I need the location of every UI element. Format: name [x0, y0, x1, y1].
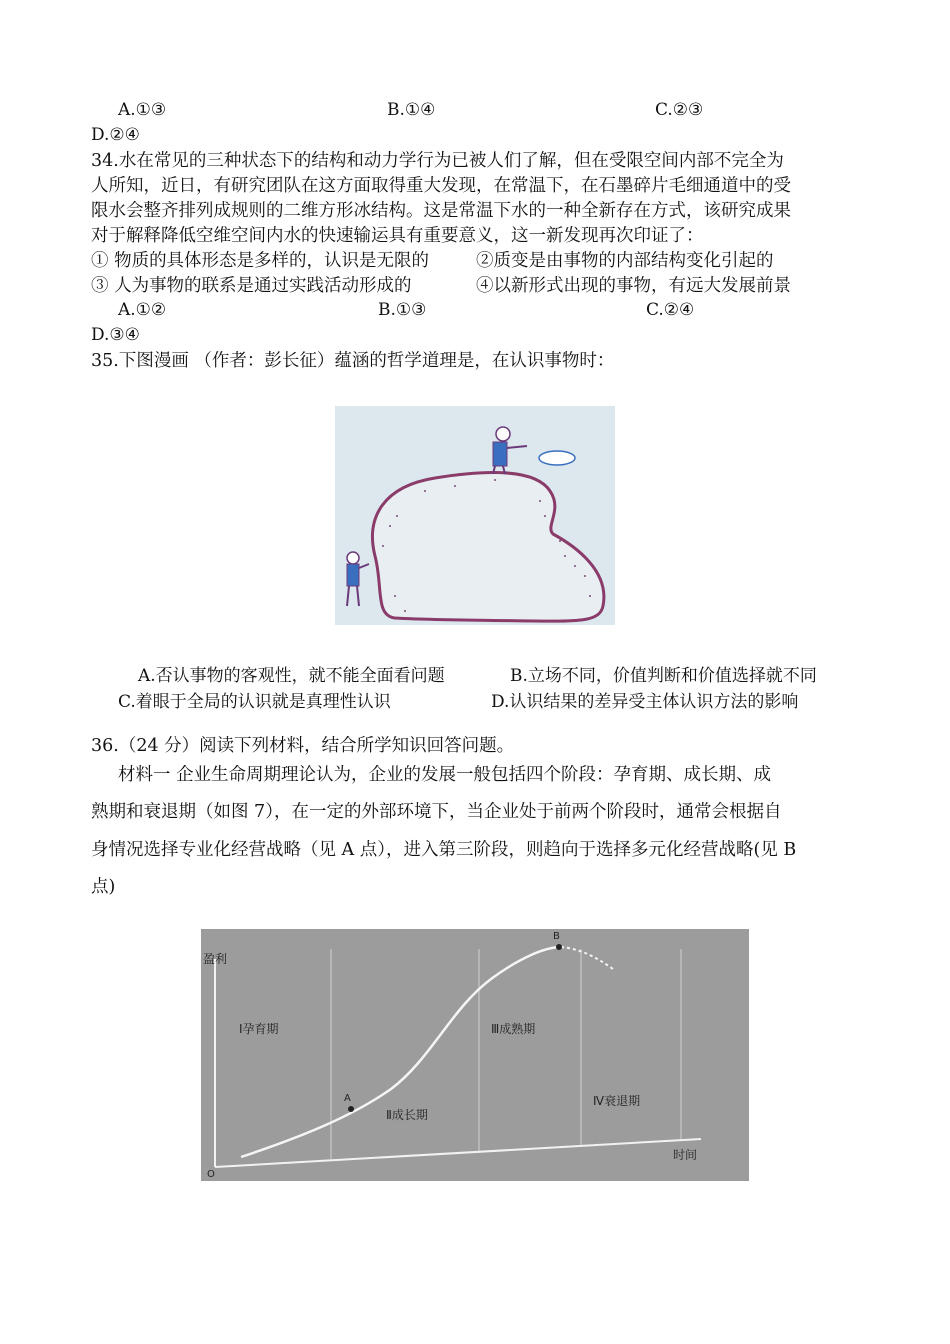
- q34-statement-1: ① 物质的具体形态是多样的，认识是无限的: [91, 251, 430, 271]
- x-axis-label: 时间: [673, 1148, 698, 1162]
- q33-option-b: B.①④: [387, 100, 436, 120]
- q36-material-line-4: 点): [91, 877, 116, 897]
- q34-option-b: B.①③: [378, 300, 427, 320]
- q35-option-a: A.否认事物的客观性，就不能全面看问题: [138, 666, 445, 686]
- q34-stem-line-2: 人所知，近日，有研究团队在这方面取得重大发现，在常温下，在石墨碎片毛细通道中的受: [91, 176, 791, 196]
- y-axis-label: 盈利: [203, 952, 228, 966]
- q33-option-d: D.②④: [91, 125, 140, 145]
- q36-material-line-3: 身情况选择专业化经营战略（见 A 点），进入第三阶段，则趋向于选择多元化经营战略(见 B: [91, 840, 797, 860]
- q36-material-line-2: 熟期和衰退期（如图 7），在一定的外部环境下，当企业处于前两个阶段时，通常会根据自: [91, 802, 782, 822]
- origin-label: O: [207, 1169, 215, 1180]
- q35-option-b: B.立场不同，价值判断和价值选择就不同: [510, 666, 817, 686]
- q34-stem-line-3: 限水会整齐排列成规则的二维方形冰结构。这是常温下水的一种全新存在方式，该研究成果: [91, 201, 791, 221]
- q34-option-a: A.①②: [118, 300, 167, 320]
- q34-stem-line-4: 对于解释降低空维空间内水的快速输运具有重要意义，这一新发现再次印证了：: [91, 226, 704, 246]
- q34-statement-3: ③ 人为事物的联系是通过实践活动形成的: [91, 276, 412, 296]
- q35-stem: 35.下图漫画 （作者：彭长征）蕴涵的哲学道理是，在认识事物时：: [91, 351, 615, 371]
- point-b: [556, 944, 562, 950]
- stage-label-2: Ⅱ成长期: [386, 1108, 428, 1122]
- q34-statement-4: ④以新形式出现的事物，有远大发展前景: [476, 276, 791, 296]
- q35-option-d: D.认识结果的差异受主体认识方法的影响: [491, 692, 799, 712]
- q33-option-c: C.②③: [655, 100, 704, 120]
- q34-stem-line-1: 34.水在常见的三种状态下的结构和动力学行为已被人们了解，但在受限空间内部不完全为: [91, 151, 784, 171]
- stage-label-3: Ⅲ成熟期: [491, 1022, 536, 1036]
- q36-header: 36.（24 分）阅读下列材料，结合所学知识回答问题。: [91, 736, 515, 756]
- q34-option-d: D.③④: [91, 325, 140, 345]
- enterprise-lifecycle-chart: [201, 929, 749, 1181]
- point-a: [348, 1106, 354, 1112]
- q34-statement-2: ②质变是由事物的内部结构变化引起的: [476, 251, 774, 271]
- mountain-cartoon-image: [335, 406, 615, 625]
- stage-label-4: Ⅳ衰退期: [593, 1094, 641, 1108]
- stage-label-1: Ⅰ孕育期: [239, 1022, 279, 1036]
- q34-option-c: C.②④: [646, 300, 695, 320]
- q33-option-a: A.①③: [118, 100, 167, 120]
- point-b-label: B: [553, 931, 560, 942]
- point-a-label: A: [344, 1093, 351, 1104]
- q36-material-line-1: 材料一 企业生命周期理论认为，企业的发展一般包括四个阶段：孕育期、成长期、成: [118, 765, 772, 785]
- q35-option-c: C.着眼于全局的认识就是真理性认识: [118, 692, 391, 712]
